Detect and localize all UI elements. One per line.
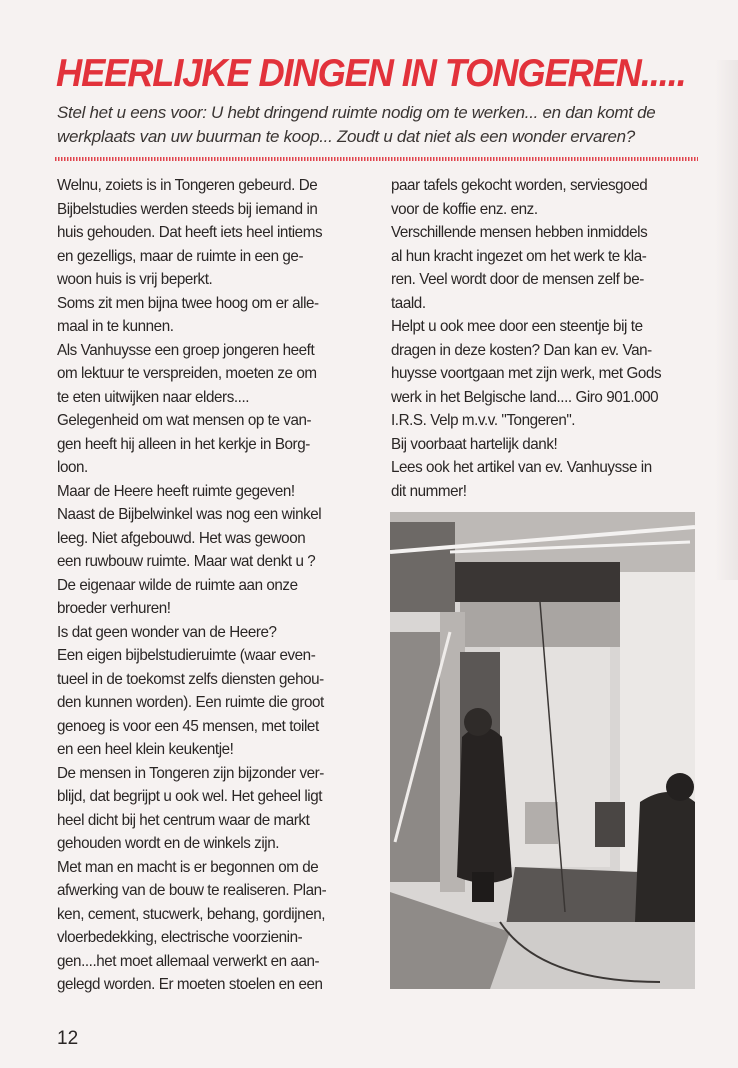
- text-line: I.R.S. Velp m.v.v. "Tongeren".: [391, 412, 576, 429]
- text-line: en gezelligs, maar de ruimte in een ge-: [57, 247, 304, 265]
- text-line: voor de koffie enz. enz.: [391, 200, 538, 218]
- text-line: Met man en macht is er begonnen om de: [57, 858, 319, 876]
- text-line: De mensen in Tongeren zijn bijzonder ver-: [57, 764, 324, 782]
- text-line: paar tafels gekocht worden, serviesgoed: [391, 177, 648, 194]
- text-line: heel dicht bij het centrum waar de markt: [57, 811, 310, 829]
- text-line: huis gehouden. Dat heeft iets heel intiems: [57, 224, 323, 241]
- text-line: Als Vanhuysse een groep jongeren heeft: [57, 341, 315, 359]
- text-line: ren. Veel wordt door de mensen zelf be-: [391, 271, 644, 288]
- text-line: blijd, dat begrijpt u ook wel. Het geheel ligt: [57, 788, 323, 805]
- text-line: taald.: [391, 294, 426, 312]
- text-line: Is dat geen wonder van de Heere?: [57, 623, 277, 641]
- text-line: huysse voortgaan met zijn werk, met Gods: [391, 365, 662, 382]
- text-line: Soms zit men bijna twee hoog om er alle-: [57, 294, 319, 312]
- text-line: Maar de Heere heeft ruimte gegeven!: [57, 482, 295, 500]
- text-line: Gelegenheid om wat mensen op te van-: [57, 412, 312, 429]
- text-line: te eten uitwijken naar elders....: [57, 388, 250, 406]
- text-line: werk in het Belgische land.... Giro 901.000: [391, 388, 659, 406]
- text-line: loon.: [57, 459, 88, 476]
- article-title: HEERLIJKE DINGEN IN TONGEREN.....: [56, 52, 686, 95]
- text-line: Welnu, zoiets is in Tongeren gebeurd. De: [57, 177, 318, 194]
- text-line: Helpt u ook mee door een steentje bij te: [391, 318, 643, 335]
- text-line: den kunnen worden). Een ruimte die groot: [57, 694, 324, 711]
- dotted-divider: [55, 157, 698, 161]
- text-line: al hun kracht ingezet om het werk te kla-: [391, 247, 647, 265]
- text-line: De eigenaar wilde de ruimte aan onze: [57, 576, 298, 594]
- text-line: Een eigen bijbelstudieruimte (waar even-: [57, 647, 316, 664]
- text-line: leeg. Niet afgebouwd. Het was gewoon: [57, 529, 306, 547]
- subtitle-line: Stel het u eens voor: U hebt dringend ruimte nodig om te werken... en dan komt de: [57, 103, 656, 122]
- right-column: [391, 174, 675, 503]
- text-line: en een heel klein keukentje!: [57, 741, 234, 758]
- text-line: maal in te kunnen.: [57, 318, 174, 335]
- text-line: dit nummer!: [391, 482, 467, 500]
- text-line: dragen in deze kosten? Dan kan ev. Van-: [391, 341, 652, 359]
- text-line: Bij voorbaat hartelijk dank!: [391, 435, 558, 453]
- text-line: Naast de Bijbelwinkel was nog een winkel: [57, 506, 322, 523]
- page-edge-shadow: [715, 60, 738, 580]
- construction-photo: [390, 512, 695, 989]
- text-line: gen....het moet allemaal verwerkt en aan-: [57, 952, 320, 970]
- text-line: Verschillende mensen hebben inmiddels: [391, 224, 648, 241]
- text-line: om lektuur te verspreiden, moeten ze om: [57, 365, 317, 382]
- text-line: vloerbedekking, electrische voorzienin-: [57, 929, 303, 946]
- text-line: gen heeft hij alleen in het kerkje in Borg-: [57, 435, 310, 453]
- text-line: afwerking van de bouw te realiseren. Plan-: [57, 882, 327, 899]
- text-line: een ruwbouw ruimte. Maar wat denkt u ?: [57, 553, 316, 570]
- subtitle-line: werkplaats van uw buurman te koop... Zoudt u dat niet als een wonder ervaren?: [57, 127, 635, 146]
- text-line: Lees ook het artikel van ev. Vanhuysse in: [391, 459, 652, 476]
- left-column: [57, 174, 341, 997]
- text-line: tueel in de toekomst zelfs diensten gehou-: [57, 670, 324, 688]
- article-subtitle: [57, 101, 655, 149]
- text-line: Bijbelstudies werden steeds bij iemand in: [57, 200, 318, 218]
- text-line: ken, cement, stucwerk, behang, gordijnen,: [57, 905, 326, 923]
- text-line: gelegd worden. Er moeten stoelen en een: [57, 976, 323, 993]
- text-line: genoeg is voor een 45 mensen, met toilet: [57, 717, 319, 735]
- text-line: gehouden wordt en de winkels zijn.: [57, 835, 280, 852]
- text-line: woon huis is vrij beperkt.: [57, 271, 213, 288]
- page-number: 12: [57, 1028, 79, 1049]
- text-line: broeder verhuren!: [57, 600, 171, 617]
